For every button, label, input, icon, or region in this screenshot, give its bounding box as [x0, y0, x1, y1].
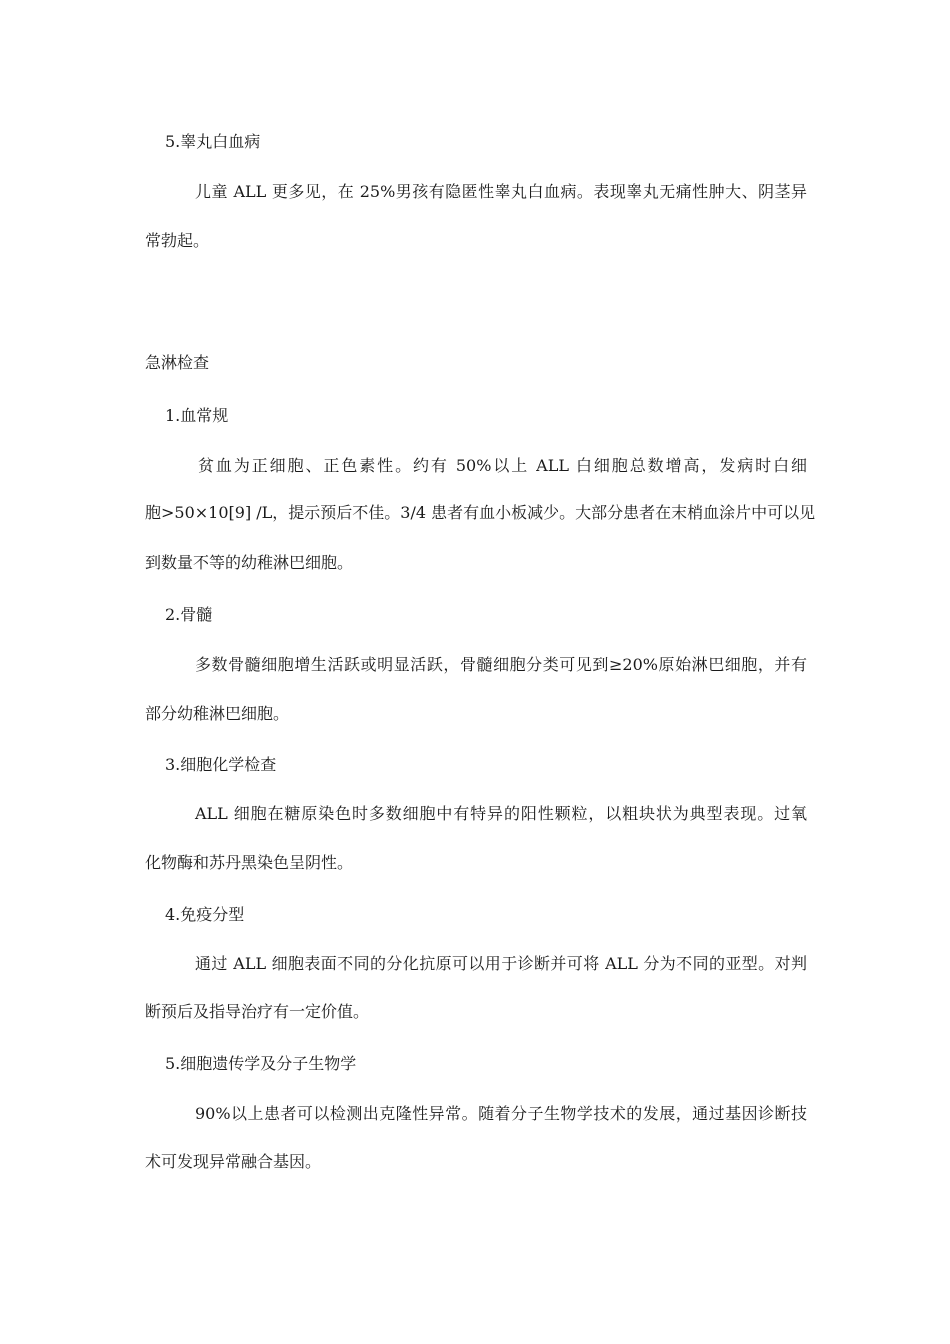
exam-item-heading-cytogenetics: 5.细胞遗传学及分子生物学 [165, 1054, 357, 1073]
paragraph-line: 常勃起。 [145, 231, 210, 250]
exam-item-heading-cytochemistry: 3.细胞化学检查 [165, 755, 277, 774]
paragraph-line: 通过 ALL 细胞表面不同的分化抗原可以用于诊断并可将 ALL 分为不同的亚型。对判 [195, 954, 807, 973]
paragraph-line: 到数量不等的幼稚淋巴细胞。 [145, 553, 354, 572]
paragraph-line: 部分幼稚淋巴细胞。 [145, 704, 290, 723]
paragraph-line: 化物酶和苏丹黑染色呈阴性。 [145, 853, 354, 872]
paragraph-line: 多数骨髓细胞增生活跃或明显活跃，骨髓细胞分类可见到≥20%原始淋巴细胞，并有 [195, 655, 807, 674]
exam-item-heading-blood-routine: 1.血常规 [165, 406, 229, 425]
section-heading-testicular-leukemia: 5.睾丸白血病 [165, 132, 261, 151]
paragraph-line: 贫血为正细胞、正色素性。约有 50%以上 ALL 白细胞总数增高，发病时白细 [198, 456, 807, 475]
paragraph-line: 断预后及指导治疗有一定价值。 [145, 1002, 370, 1021]
exam-title: 急淋检查 [145, 353, 210, 372]
paragraph-line: 术可发现异常融合基因。 [145, 1152, 322, 1171]
exam-item-heading-bone-marrow: 2.骨髓 [165, 605, 213, 624]
exam-item-heading-immunophenotyping: 4.免疫分型 [165, 905, 245, 924]
paragraph-line: 胞>50×10[9] /L，提示预后不佳。3/4 患者有血小板减少。大部分患者在末梢血涂片中可以见 [145, 503, 816, 522]
paragraph-line: ALL 细胞在糖原染色时多数细胞中有特异的阳性颗粒，以粗块状为典型表现。过氧 [195, 804, 807, 823]
paragraph-line: 儿童 ALL 更多见，在 25%男孩有隐匿性睾丸白血病。表现睾丸无痛性肿大、阴茎异 [195, 182, 807, 201]
paragraph-line: 90%以上患者可以检测出克隆性异常。随着分子生物学技术的发展，通过基因诊断技 [195, 1104, 807, 1123]
